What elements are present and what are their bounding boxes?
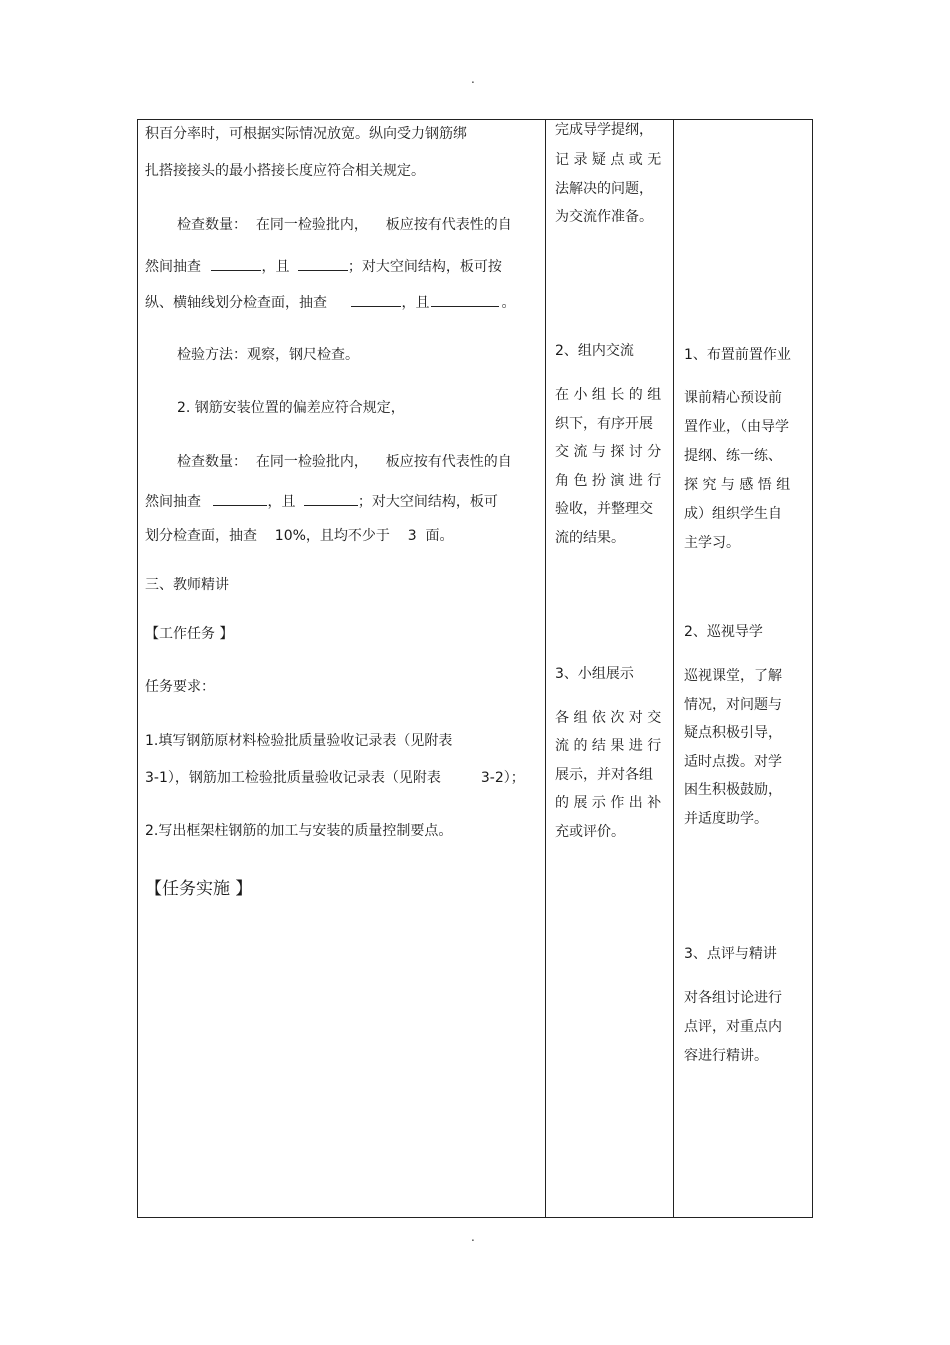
inspection-qty-2-line-2: [145, 489, 498, 512]
mid-line: 充或评价。: [555, 824, 625, 840]
mid-line: 完成导学提纲，: [555, 122, 653, 138]
right-line: 容进行精讲。: [684, 1048, 768, 1064]
inspection-qty-1-line-1: 检查数量： 在同一检验批内， 板应按有代表性的自: [177, 217, 512, 233]
mid-line: 流的结果。: [555, 530, 625, 546]
fill-blank: [351, 290, 401, 307]
mid-line: 法解决的问题，: [555, 181, 653, 197]
right-line: 探 究 与 感 悟 组: [684, 477, 791, 493]
right-line: 适时点拨。对学: [684, 754, 782, 770]
work-task-title: 【工作任务 】: [145, 626, 234, 642]
mid-line: 的 展 示 作 出 补: [555, 795, 662, 811]
fill-blank: [298, 254, 348, 271]
intro-line-2: 扎搭接接头的最小搭接长度应符合相关规定。: [145, 163, 425, 179]
column-divider-1: [545, 119, 546, 1218]
text: 。: [501, 295, 516, 311]
mid-line: 验收，并整理交: [555, 501, 653, 517]
right-line: 疑点积极引导，: [684, 725, 782, 741]
right-line: 置作业，（由导学: [684, 419, 789, 435]
fill-blank: [431, 290, 499, 307]
right-line: 点评，对重点内: [684, 1019, 782, 1035]
text: ；对大空间结构，板可: [357, 494, 498, 510]
inspection-qty-2-line-1: 检查数量： 在同一检验批内， 板应按有代表性的自: [177, 454, 512, 470]
mid-heading-group-exchange: 2、组内交流: [555, 343, 634, 359]
right-heading-pre-assignment: 1、布置前置作业: [684, 347, 791, 363]
inspection-method: 检验方法：观察，钢尺检查。: [177, 347, 359, 363]
mid-line: 记 录 疑 点 或 无: [555, 152, 662, 168]
right-line: 课前精心预设前: [684, 390, 782, 406]
mid-line: 流 的 结 果 进 行: [555, 738, 662, 754]
mid-line: 各 组 依 次 对 交: [555, 710, 662, 726]
task-implementation-title: 【任务实施 】: [145, 879, 253, 899]
right-line: 提纲、练一练、: [684, 448, 782, 464]
inspection-qty-1-line-3: [145, 290, 515, 313]
mid-line: 角 色 扮 演 进 行: [555, 473, 662, 489]
mid-line: 在 小 组 长 的 组: [555, 387, 662, 403]
column-divider-2: [673, 119, 674, 1218]
fill-blank: [304, 489, 358, 506]
page-mark-top: .: [471, 72, 475, 86]
right-line: 主学习。: [684, 535, 740, 551]
task-requirements-label: 任务要求：: [145, 679, 215, 695]
right-line: 巡视课堂，了解: [684, 668, 782, 684]
right-heading-review: 3、点评与精讲: [684, 946, 777, 962]
right-line: 困生积极鼓励，: [684, 782, 782, 798]
item-2-heading: 2. 钢筋安装位置的偏差应符合规定，: [177, 400, 405, 416]
mid-line: 织下，有序开展: [555, 416, 653, 432]
text: 然间抽查: [145, 494, 201, 510]
mid-line: 展示，并对各组: [555, 767, 653, 783]
right-line: 情况，对问题与: [684, 697, 782, 713]
fill-blank: [213, 489, 267, 506]
right-line: 对各组讨论进行: [684, 990, 782, 1006]
requirement-1-line-2: [145, 768, 525, 788]
intro-line-1: 积百分率时，可根据实际情况放宽。纵向受力钢筋绑: [145, 126, 467, 142]
text: 3-1），钢筋加工检验批质量验收记录表（见附表: [145, 770, 441, 786]
text: ，且: [267, 494, 296, 510]
fill-blank: [211, 254, 261, 271]
text: ；对大空间结构，板可按: [347, 259, 502, 275]
page-mark-bottom: .: [471, 1230, 475, 1244]
text: ，且: [261, 259, 290, 275]
mid-line: 交 流 与 探 讨 分: [555, 444, 662, 460]
section-teacher-explanation: 三、教师精讲: [145, 577, 229, 593]
right-line: 并适度助学。: [684, 811, 768, 827]
requirement-1-line-1: 1.填写钢筋原材料检验批质量验收记录表（见附表: [145, 733, 453, 749]
text: 纵、横轴线划分检查面，抽查: [145, 295, 327, 311]
text: ，且: [401, 295, 430, 311]
requirement-2: 2.写出框架柱钢筋的加工与安装的质量控制要点。: [145, 823, 453, 839]
text: 3-2）；: [480, 770, 525, 786]
inspection-qty-2-line-3: 划分检查面，抽查 10%，且均不少于 3 面。: [145, 528, 454, 544]
right-line: 成）组织学生自: [684, 506, 782, 522]
mid-heading-group-show: 3、小组展示: [555, 666, 634, 682]
right-heading-patrol-guide: 2、巡视导学: [684, 624, 763, 640]
inspection-qty-1-line-2: [145, 254, 502, 277]
mid-line: 为交流作准备。: [555, 209, 653, 225]
text: 然间抽查: [145, 259, 201, 275]
